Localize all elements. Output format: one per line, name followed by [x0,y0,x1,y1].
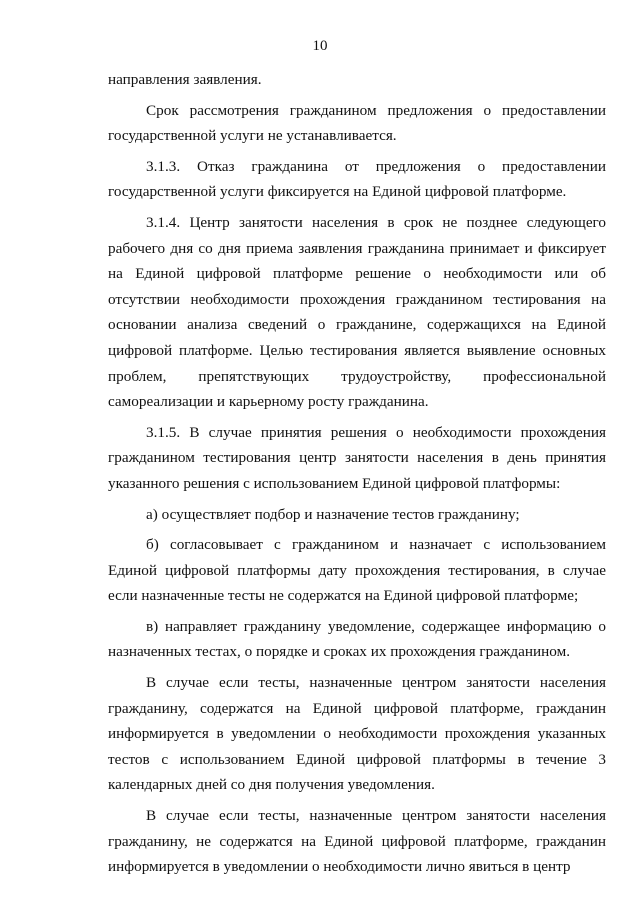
list-item-b: б) согласовывает с гражданином и назначает с использованием Единой цифровой платформы дату прохождения тестирования, в случае если назначенные тесты не содержатся на Единой цифровой платформе; [108,536,606,605]
list-item-v: в) направляет гражданину уведомление, содержащее информацию о назначенных тестах, о порядке и сроках их прохождения гражданином. [108,617,606,661]
paragraph-3-1-3: 3.1.3. Отказ гражданина от предложения о предоставлении государственной услуги фиксируется на Единой цифровой платформе. [108,157,606,201]
paragraph-review-period: Срок рассмотрения гражданином предложения о предоставлении государственной услуги не устанавливается. [108,101,606,145]
paragraph-continuation: направления заявления. [108,71,262,88]
paragraph-3-1-5: 3.1.5. В случае принятия решения о необходимости прохождения гражданином тестирования центр занятости населения в день принятия указанного решения с использованием Единой цифровой платформы: [108,423,606,492]
page-number: 10 [312,38,328,54]
list-item-a: а) осуществляет подбор и назначение тестов гражданину; [146,505,520,523]
document-body [108,67,606,885]
paragraph-tests-not-on-platform: В случае если тесты, назначенные центром занятости населения гражданину, не содержатся на Единой цифровой платформе, гражданин информируется в уведомлении о необходимости лично явиться в центр [108,807,606,876]
paragraph-tests-on-platform: В случае если тесты, назначенные центром занятости населения гражданину, содержатся на Единой цифровой платформе, гражданин информируется в уведомлении о необходимости прохождения указанных тестов с использованием Единой цифровой платформы в течение 3 календарных дней со дня получения уведомления. [108,674,606,794]
paragraph-3-1-4: 3.1.4. Центр занятости населения в срок не позднее следующего рабочего дня со дня приема заявления гражданина принимает и фиксирует на Единой цифровой платформе решение о необходимости или об отсутствии необходимости прохождения гражданином тестирования на основании анализа сведений о гражданине, содержащихся на Единой цифровой платформе. Целью тестирования является выявление основных проблем, препятствующих трудоустройству, профессиональной самореализации и карьерному росту гражданина. [108,213,606,411]
